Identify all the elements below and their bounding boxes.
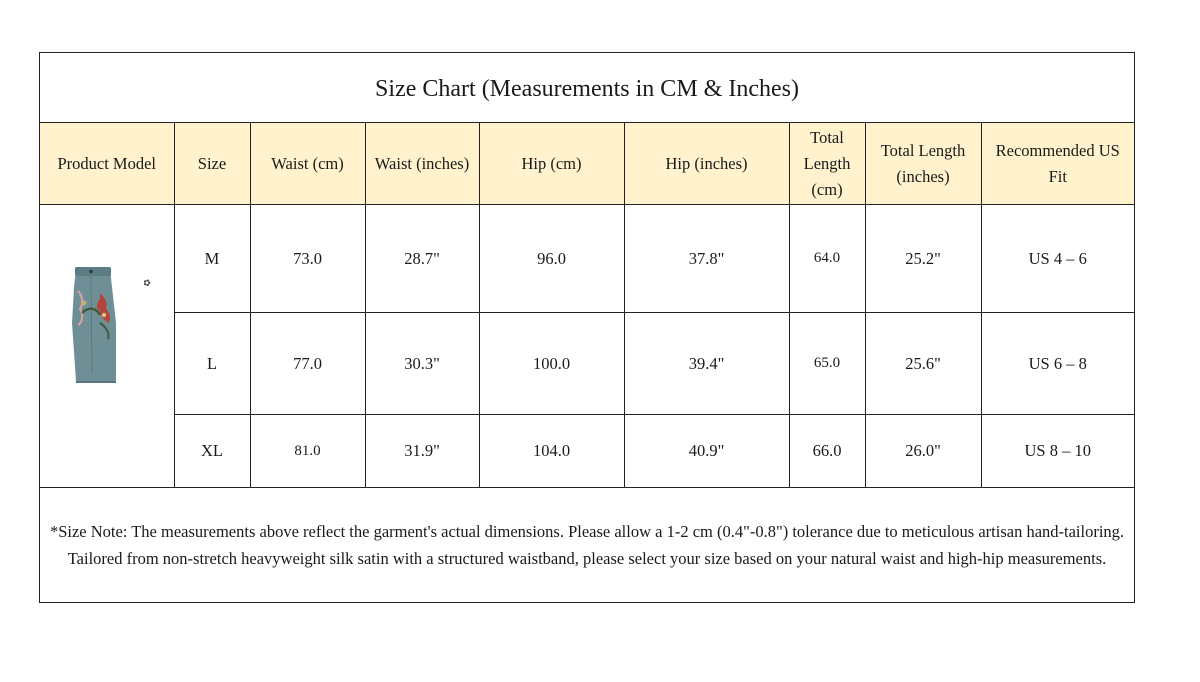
skirt-product-image [70, 263, 162, 393]
size-note: *Size Note: The measurements above reflect the garment's actual dimensions. Please allow a 1-2 cm (0.4"-0.8") tolerance due to meticulous artisan hand-tailoring. Tailored from non-stretch heavyweight silk satin with a structured waistband, please select your size based on your natural waist and high-hip measurements. [49, 522, 1125, 568]
col-header-hip-inches: Hip (inches) [624, 123, 789, 205]
length-inches-cell: 25.2" [865, 205, 981, 313]
header-row [40, 123, 1134, 205]
size-cell: L [174, 313, 250, 415]
hip-cm-cell: 100.0 [479, 313, 624, 415]
waist-inches-cell: 30.3" [365, 313, 479, 415]
size-table [40, 123, 1134, 488]
us-fit-cell: US 4 – 6 [981, 205, 1134, 313]
us-fit-cell: US 6 – 8 [981, 313, 1134, 415]
skirt-image-svg [70, 263, 162, 393]
col-header-waist-cm: Waist (cm) [250, 123, 365, 205]
col-header-hip-cm: Hip (cm) [479, 123, 624, 205]
size-cell: XL [174, 415, 250, 488]
table-row [40, 313, 1134, 415]
title-row [40, 53, 1134, 123]
col-header-recommended-us-fit: Recommended US Fit [981, 123, 1134, 205]
waist-cm-cell: 77.0 [250, 313, 365, 415]
table-row [40, 205, 1134, 313]
chart-title: Size Chart (Measurements in CM & Inches) [375, 75, 799, 102]
product-model-cell [40, 205, 174, 488]
waist-inches-cell: 31.9" [365, 415, 479, 488]
waist-cm-cell: 73.0 [250, 205, 365, 313]
svg-text:✿: ✿ [141, 279, 151, 287]
size-chart [39, 52, 1135, 603]
waist-cm-cell: 81.0 [250, 415, 365, 488]
hip-cm-cell: 104.0 [479, 415, 624, 488]
length-cm-cell: 64.0 [789, 205, 865, 313]
size-cell: M [174, 205, 250, 313]
col-header-waist-inches: Waist (inches) [365, 123, 479, 205]
length-cm-cell: 65.0 [789, 313, 865, 415]
table-row [40, 415, 1134, 488]
hip-inches-cell: 37.8" [624, 205, 789, 313]
col-header-total-length-inches: Total Length (inches) [865, 123, 981, 205]
col-header-total-length-cm: Total Length (cm) [789, 123, 865, 205]
length-inches-cell: 26.0" [865, 415, 981, 488]
col-header-size: Size [174, 123, 250, 205]
hip-inches-cell: 39.4" [624, 313, 789, 415]
hip-cm-cell: 96.0 [479, 205, 624, 313]
col-header-product-model: Product Model [40, 123, 174, 205]
waist-inches-cell: 28.7" [365, 205, 479, 313]
size-note-row [40, 487, 1134, 604]
length-inches-cell: 25.6" [865, 313, 981, 415]
hip-inches-cell: 40.9" [624, 415, 789, 488]
length-cm-cell: 66.0 [789, 415, 865, 488]
us-fit-cell: US 8 – 10 [981, 415, 1134, 488]
